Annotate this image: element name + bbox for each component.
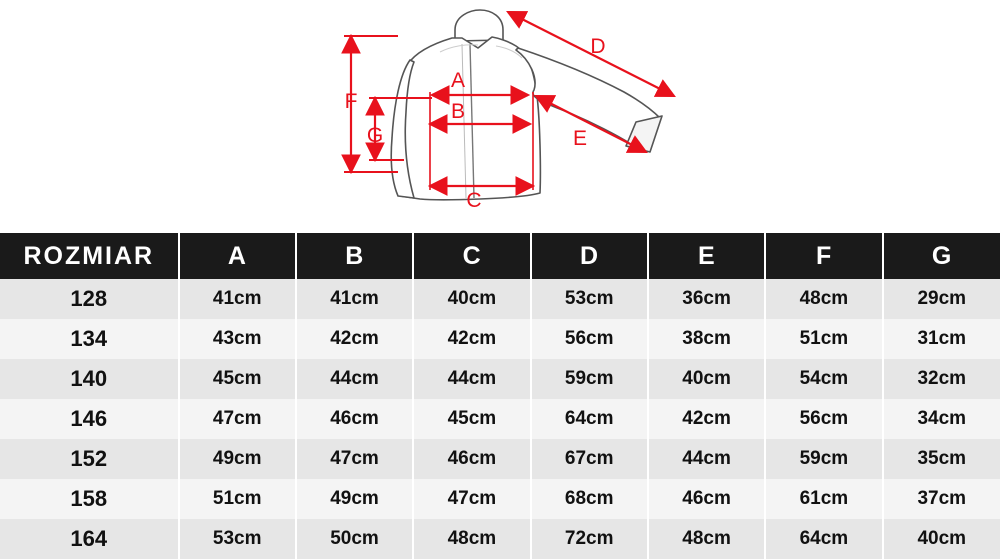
label-F: F	[344, 90, 358, 113]
label-C: C	[466, 189, 482, 212]
cell-f: 59cm	[765, 439, 882, 479]
header-rozmiar: ROZMIAR	[0, 233, 179, 279]
table-body	[0, 279, 1000, 559]
cell-c: 47cm	[413, 479, 530, 519]
header-a: A	[179, 233, 296, 279]
cell-c: 46cm	[413, 439, 530, 479]
cell-a: 51cm	[179, 479, 296, 519]
cell-b: 41cm	[296, 279, 413, 319]
cell-g: 32cm	[883, 359, 1000, 399]
cell-size: 164	[0, 519, 179, 559]
jacket-measurement-diagram	[0, 0, 1000, 233]
cell-b: 44cm	[296, 359, 413, 399]
table-row	[0, 359, 1000, 399]
cell-g: 29cm	[883, 279, 1000, 319]
cell-size: 152	[0, 439, 179, 479]
cell-a: 53cm	[179, 519, 296, 559]
cell-size: 140	[0, 359, 179, 399]
cell-d: 67cm	[531, 439, 648, 479]
cell-a: 47cm	[179, 399, 296, 439]
cell-e: 42cm	[648, 399, 765, 439]
label-A: A	[450, 69, 466, 92]
cell-f: 51cm	[765, 319, 882, 359]
jacket-illustration	[391, 10, 662, 200]
header-c: C	[413, 233, 530, 279]
table-row	[0, 319, 1000, 359]
cell-d: 59cm	[531, 359, 648, 399]
table-row	[0, 279, 1000, 319]
cell-b: 47cm	[296, 439, 413, 479]
cell-size: 146	[0, 399, 179, 439]
cell-f: 61cm	[765, 479, 882, 519]
cell-e: 48cm	[648, 519, 765, 559]
table-row	[0, 479, 1000, 519]
cell-g: 37cm	[883, 479, 1000, 519]
header-f: F	[765, 233, 882, 279]
cell-size: 158	[0, 479, 179, 519]
cell-b: 42cm	[296, 319, 413, 359]
cell-d: 53cm	[531, 279, 648, 319]
cell-b: 46cm	[296, 399, 413, 439]
header-e: E	[648, 233, 765, 279]
cell-a: 43cm	[179, 319, 296, 359]
cell-e: 44cm	[648, 439, 765, 479]
cell-g: 34cm	[883, 399, 1000, 439]
cell-e: 36cm	[648, 279, 765, 319]
cell-g: 35cm	[883, 439, 1000, 479]
cell-e: 40cm	[648, 359, 765, 399]
cell-e: 38cm	[648, 319, 765, 359]
cell-d: 64cm	[531, 399, 648, 439]
cell-f: 64cm	[765, 519, 882, 559]
cell-c: 44cm	[413, 359, 530, 399]
cell-f: 54cm	[765, 359, 882, 399]
cell-a: 45cm	[179, 359, 296, 399]
cell-d: 56cm	[531, 319, 648, 359]
label-D: D	[590, 35, 606, 58]
cell-d: 72cm	[531, 519, 648, 559]
table-row	[0, 439, 1000, 479]
table-row	[0, 399, 1000, 439]
cell-a: 41cm	[179, 279, 296, 319]
label-E: E	[572, 127, 588, 150]
cell-a: 49cm	[179, 439, 296, 479]
header-b: B	[296, 233, 413, 279]
cell-b: 49cm	[296, 479, 413, 519]
cell-f: 56cm	[765, 399, 882, 439]
cell-c: 42cm	[413, 319, 530, 359]
table-row	[0, 519, 1000, 559]
label-G: G	[366, 124, 384, 147]
cell-size: 128	[0, 279, 179, 319]
cell-b: 50cm	[296, 519, 413, 559]
header-d: D	[531, 233, 648, 279]
cell-f: 48cm	[765, 279, 882, 319]
cell-c: 40cm	[413, 279, 530, 319]
table-header	[0, 233, 1000, 279]
label-B: B	[450, 100, 466, 123]
cell-g: 40cm	[883, 519, 1000, 559]
header-row	[0, 233, 1000, 279]
cell-c: 45cm	[413, 399, 530, 439]
header-g: G	[883, 233, 1000, 279]
cell-d: 68cm	[531, 479, 648, 519]
size-table	[0, 233, 1000, 559]
cell-g: 31cm	[883, 319, 1000, 359]
cell-size: 134	[0, 319, 179, 359]
cell-e: 46cm	[648, 479, 765, 519]
cell-c: 48cm	[413, 519, 530, 559]
